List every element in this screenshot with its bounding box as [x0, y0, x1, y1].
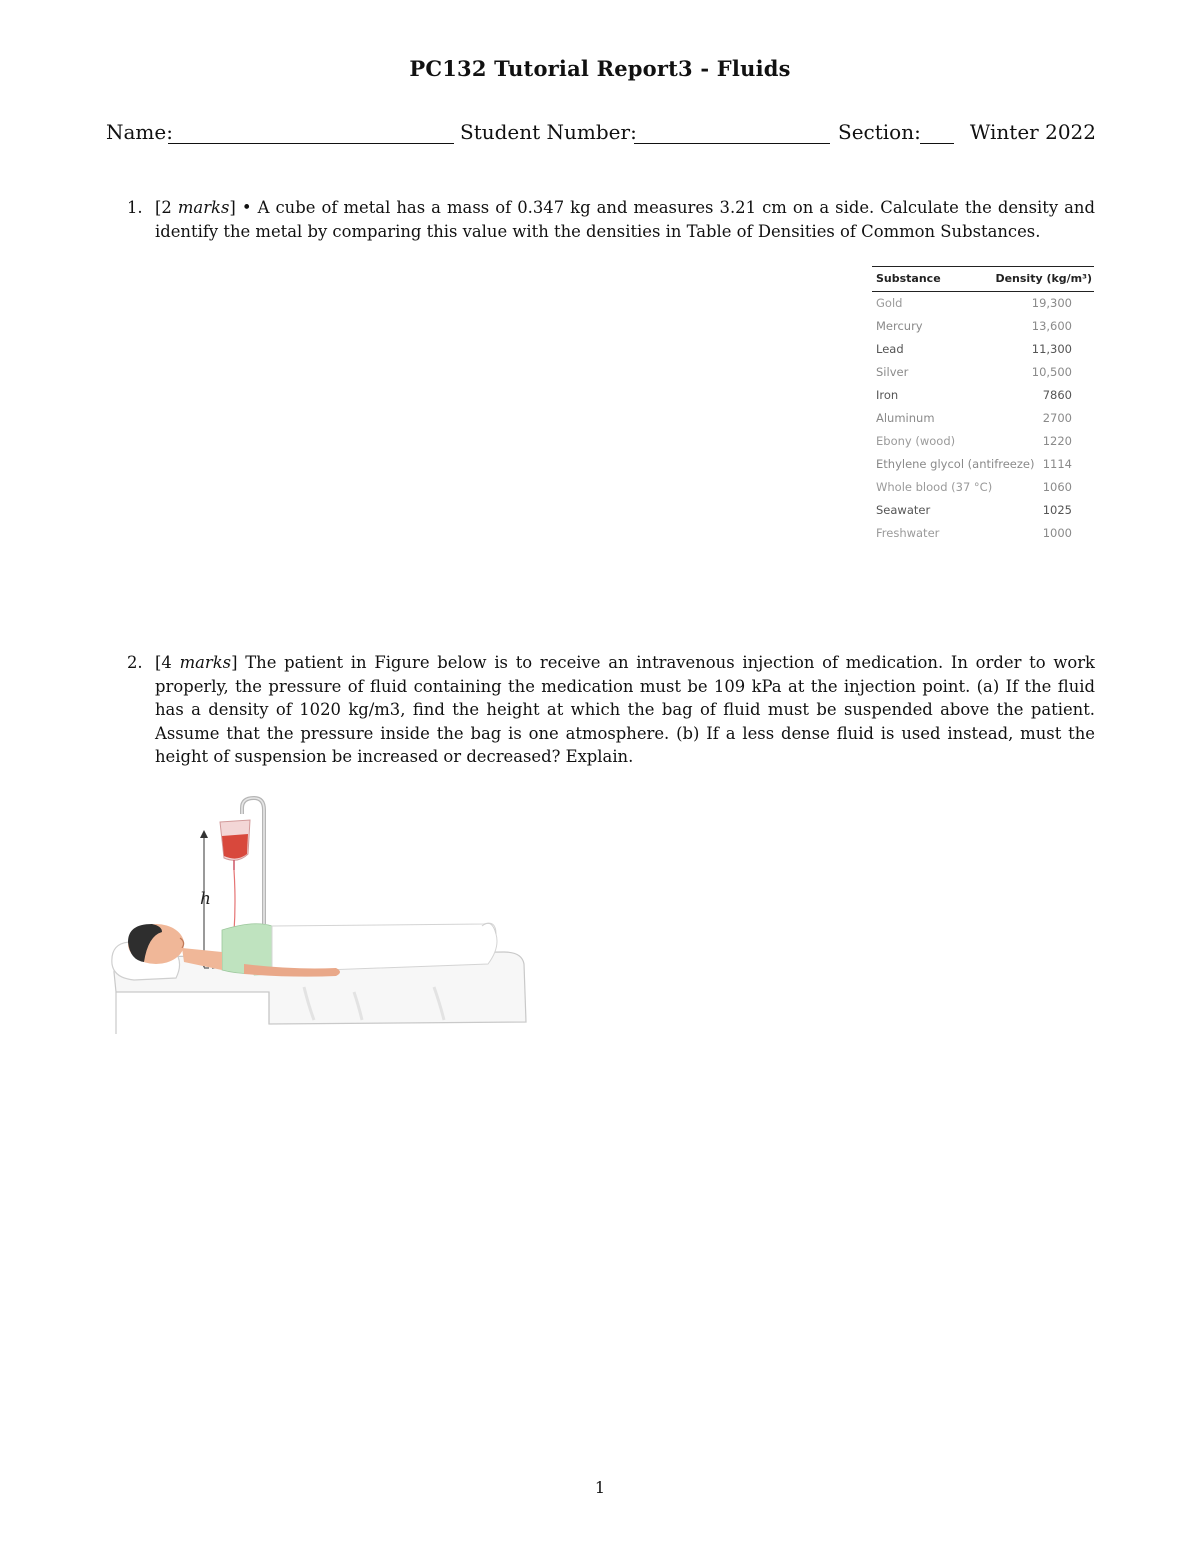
question-marks: [4 marks] — [155, 653, 238, 672]
section-blank[interactable] — [920, 143, 954, 144]
cell-density: 7860 — [1042, 388, 1072, 402]
cell-substance: Iron — [876, 388, 899, 402]
table-body — [872, 292, 1094, 545]
iv-patient-figure — [104, 792, 534, 1037]
student-number-blank[interactable] — [634, 143, 830, 144]
question-text: A cube of metal has a mass of 0.347 kg and measures 3.21 cm on a side. Calculate the density and identify the metal by comparing this value with the densities in Table of Densities of Common Substances. — [155, 198, 1095, 241]
table-row — [872, 338, 1094, 361]
cell-density: 2700 — [1042, 411, 1072, 425]
student-info-row — [106, 120, 1096, 150]
cell-substance: Freshwater — [876, 526, 940, 540]
name-blank[interactable] — [168, 143, 454, 144]
question-number: 2. — [127, 653, 143, 672]
height-label: h — [200, 889, 211, 909]
column-header-substance: Substance — [876, 272, 941, 285]
cell-substance: Silver — [876, 365, 909, 379]
cell-substance: Aluminum — [876, 411, 935, 425]
density-table — [872, 266, 1094, 545]
cell-substance: Seawater — [876, 503, 931, 517]
term-label: Winter 2022 — [969, 120, 1096, 144]
cell-density: 1114 — [1042, 457, 1072, 471]
cell-density: 11,300 — [1031, 342, 1072, 356]
iv-bag — [220, 820, 250, 870]
table-header — [872, 267, 1094, 292]
table-row — [872, 430, 1094, 453]
iv-pole — [242, 798, 264, 924]
table-row — [872, 292, 1094, 315]
student-number-label: Student Number: — [460, 120, 637, 144]
cell-density: 1060 — [1042, 480, 1072, 494]
bullet-icon: • — [241, 198, 252, 217]
table-row — [872, 522, 1094, 545]
cell-density: 1220 — [1042, 434, 1072, 448]
cell-substance: Mercury — [876, 319, 923, 333]
cell-density: 1000 — [1042, 526, 1072, 540]
question-text: The patient in Figure below is to receive an intravenous injection of medication. In order to work properly, the pressure of fluid containing the medication must be 109 kPa at the injection point. (a) If the fluid has a density of 1020 kg/m3, find the height at which the bag of fluid must be suspended above the patient. Assume that the pressure inside the bag is one atmosphere. (b) If a less dense fluid is used instead, must the height of suspension be increased or decreased? Explain. — [155, 653, 1095, 766]
table-row — [872, 315, 1094, 338]
question-marks: [2 marks] — [155, 198, 236, 217]
table-row — [872, 453, 1094, 476]
table-row — [872, 407, 1094, 430]
iv-illustration — [104, 792, 534, 1037]
table-row — [872, 384, 1094, 407]
question-2 — [127, 651, 1095, 769]
question-1 — [127, 196, 1095, 243]
cell-substance: Ethylene glycol (antifreeze) — [876, 457, 1035, 471]
page-number: 1 — [594, 1478, 606, 1497]
section-label: Section: — [838, 120, 921, 144]
name-label: Name: — [106, 120, 173, 144]
column-header-density: Density (kg/m³) — [995, 272, 1092, 285]
table-row — [872, 476, 1094, 499]
cell-density: 10,500 — [1031, 365, 1072, 379]
question-number: 1. — [127, 198, 143, 217]
table-row — [872, 361, 1094, 384]
cell-substance: Ebony (wood) — [876, 434, 956, 448]
document-title: PC132 Tutorial Report3 - Fluids — [409, 56, 791, 81]
cell-density: 19,300 — [1031, 296, 1072, 310]
cell-substance: Lead — [876, 342, 904, 356]
cell-density: 1025 — [1042, 503, 1072, 517]
cell-substance: Whole blood (37 °C) — [876, 480, 993, 494]
table-row — [872, 499, 1094, 522]
cell-density: 13,600 — [1031, 319, 1072, 333]
cell-substance: Gold — [876, 296, 903, 310]
